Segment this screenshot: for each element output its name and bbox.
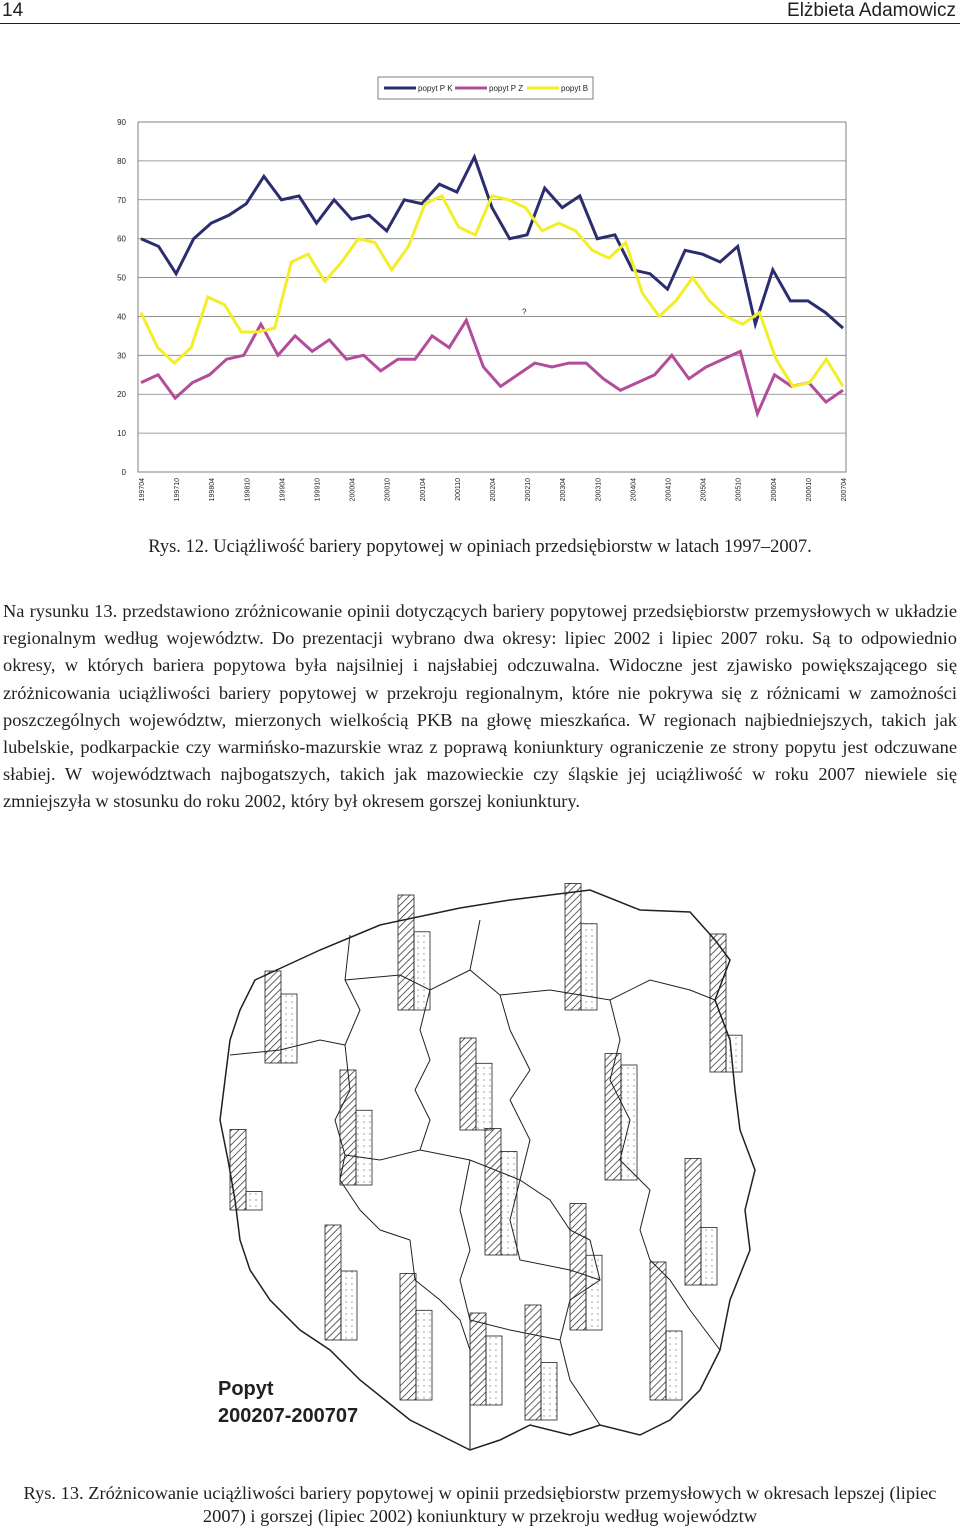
y-tick-label: 10 bbox=[117, 429, 126, 439]
figure-12-caption: Rys. 12. Uciążliwość bariery popytowej w opiniach przedsiębiorstw w latach 1997–2007. bbox=[148, 537, 812, 557]
legend-label: popyt B bbox=[561, 84, 589, 93]
series-line-3 bbox=[141, 196, 843, 387]
plot-frame bbox=[138, 122, 846, 472]
y-tick-label: 20 bbox=[117, 390, 126, 400]
bar-2007-mazowieckie bbox=[621, 1065, 637, 1180]
y-tick-label: 50 bbox=[117, 273, 126, 283]
x-tick-label: 200210 bbox=[525, 478, 533, 502]
map-label-title: Popyt bbox=[218, 1378, 274, 1400]
x-tick-label: 199910 bbox=[314, 478, 322, 502]
x-tick-label: 200304 bbox=[560, 478, 568, 502]
x-tick-label: 199704 bbox=[139, 478, 146, 502]
bar-2007-lubelskie bbox=[701, 1228, 717, 1286]
bar-2002-podkarpackie bbox=[650, 1262, 666, 1400]
bar-2002-warmińsko-mazurskie bbox=[565, 884, 581, 1011]
bar-2007-świętokrzyskie bbox=[586, 1255, 602, 1330]
x-tick-label: 200110 bbox=[454, 478, 462, 501]
y-tick-label: 90 bbox=[117, 118, 126, 127]
x-tick-label: 200404 bbox=[630, 478, 638, 502]
page-number: 14 bbox=[2, 0, 24, 21]
bar-2007-zachodniopomorskie bbox=[281, 994, 297, 1063]
bar-2002-podlaskie bbox=[710, 934, 726, 1072]
series-line-2 bbox=[141, 320, 843, 413]
bar-2002-kujawsko-pomorskie bbox=[460, 1038, 476, 1130]
bar-2002-zachodniopomorskie bbox=[265, 971, 281, 1063]
x-tick-label: 200004 bbox=[349, 478, 357, 502]
paragraph-2: Widoczne jest zjawisko powiększającego się zróżnicowania uciążliwości bariery popytowej w przekroju regionalnym, które nie pokrywa się z różnicami w zamożności poszczególnych województw, mierzonych wielkością PKB na głowę mieszkańca. W regionach najbiedniejszych, takich jak lubelskie, podkarpackie czy warmińsko-mazurskie wraz z poprawą koniunktury ograniczenie ze strony popytu jest odczuwane słabiej. W województwach najbogatszych, takich jak mazowieckie czy śląskie jej uciążliwość w roku 2007 niewiele się zmniejszyła w stosunku do roku 2002, który był okresem gorszej koniunktury. bbox=[3, 655, 957, 812]
x-tick-label: 200204 bbox=[490, 478, 497, 502]
bar-2007-łódzkie bbox=[501, 1152, 517, 1256]
figure-13-caption: Rys. 13. Zróżnicowanie uciążliwości bariery popytowej w opinii przedsiębiorstw przemysłowych w okresach lepszej (lipiec 2007) i gorszej (lipiec 2002) koniunktury w przekroju według województw bbox=[23, 1483, 937, 1526]
x-tick-label: 199710 bbox=[174, 478, 182, 502]
bar-2002-świętokrzyskie bbox=[570, 1204, 586, 1331]
legend-label: popyt P K bbox=[418, 84, 453, 93]
bar-2002-wielkopolskie bbox=[340, 1070, 356, 1185]
bar-2007-lubuskie bbox=[246, 1192, 262, 1210]
bar-2007-podlaskie bbox=[726, 1035, 742, 1072]
page-header bbox=[0, 0, 960, 24]
legend-label: popyt P Z bbox=[489, 84, 524, 93]
x-tick-label: 200010 bbox=[384, 478, 392, 502]
y-tick-label: 0 bbox=[121, 468, 126, 477]
x-tick-label: 200604 bbox=[770, 478, 778, 502]
y-tick-label: 80 bbox=[117, 156, 126, 166]
running-author: Elżbieta Adamowicz bbox=[787, 0, 956, 21]
bar-2002-dolnośląskie bbox=[325, 1225, 341, 1340]
x-tick-label: 200610 bbox=[805, 478, 813, 502]
y-tick-label: 70 bbox=[117, 195, 126, 205]
bar-2007-opolskie bbox=[416, 1310, 432, 1400]
x-tick-label: 200704 bbox=[841, 478, 848, 502]
bar-2007-śląskie bbox=[486, 1336, 502, 1405]
y-tick-label: 30 bbox=[117, 351, 126, 361]
bar-2002-śląskie bbox=[470, 1313, 486, 1405]
bar-2002-łódzkie bbox=[485, 1129, 501, 1256]
y-tick-label: 40 bbox=[117, 312, 126, 322]
x-tick-label: 200510 bbox=[735, 478, 743, 502]
bar-2002-pomorskie bbox=[398, 895, 414, 1010]
x-tick-label: 200310 bbox=[595, 478, 603, 502]
bar-2007-kujawsko-pomorskie bbox=[476, 1063, 492, 1130]
header-rule bbox=[0, 23, 960, 24]
chart-annotation: ? bbox=[522, 307, 527, 317]
bar-2002-opolskie bbox=[400, 1274, 416, 1401]
x-tick-label: 199904 bbox=[279, 478, 287, 502]
bar-2007-podkarpackie bbox=[666, 1331, 682, 1400]
bar-2002-małopolskie bbox=[525, 1305, 541, 1420]
body-text bbox=[3, 598, 957, 816]
series-line-1 bbox=[141, 157, 843, 328]
x-tick-label: 199810 bbox=[244, 478, 252, 502]
bar-2007-dolnośląskie bbox=[341, 1271, 357, 1340]
bar-2007-małopolskie bbox=[541, 1363, 557, 1421]
x-tick-label: 200410 bbox=[665, 478, 673, 502]
y-tick-label: 60 bbox=[117, 234, 126, 244]
x-tick-label: 200504 bbox=[700, 478, 708, 502]
bar-2007-wielkopolskie bbox=[356, 1110, 372, 1185]
bar-2002-lubuskie bbox=[230, 1130, 246, 1211]
map-label-period: 200207-200707 bbox=[218, 1405, 359, 1427]
bar-2007-warmińsko-mazurskie bbox=[581, 924, 597, 1010]
paragraph-1: Na rysunku 13. przedstawiono zróżnicowanie opinii dotyczących bariery popytowej przedsiębiorstw przemysłowych w układzie regionalnym według województw. Do prezentacji wybrano dwa okresy: lipiec 2002 i lipiec 2007 roku. Są to odpowiednio okresy, w których bariera popytowa była najsilniej i najsłabiej odczuwalna. bbox=[3, 601, 957, 676]
line-chart-figure-12 bbox=[0, 60, 960, 520]
bar-2002-lubelskie bbox=[685, 1159, 701, 1286]
bar-2002-mazowieckie bbox=[605, 1054, 621, 1181]
bar-2007-pomorskie bbox=[414, 932, 430, 1010]
x-tick-label: 199804 bbox=[209, 478, 217, 502]
x-tick-label: 200104 bbox=[419, 478, 427, 502]
